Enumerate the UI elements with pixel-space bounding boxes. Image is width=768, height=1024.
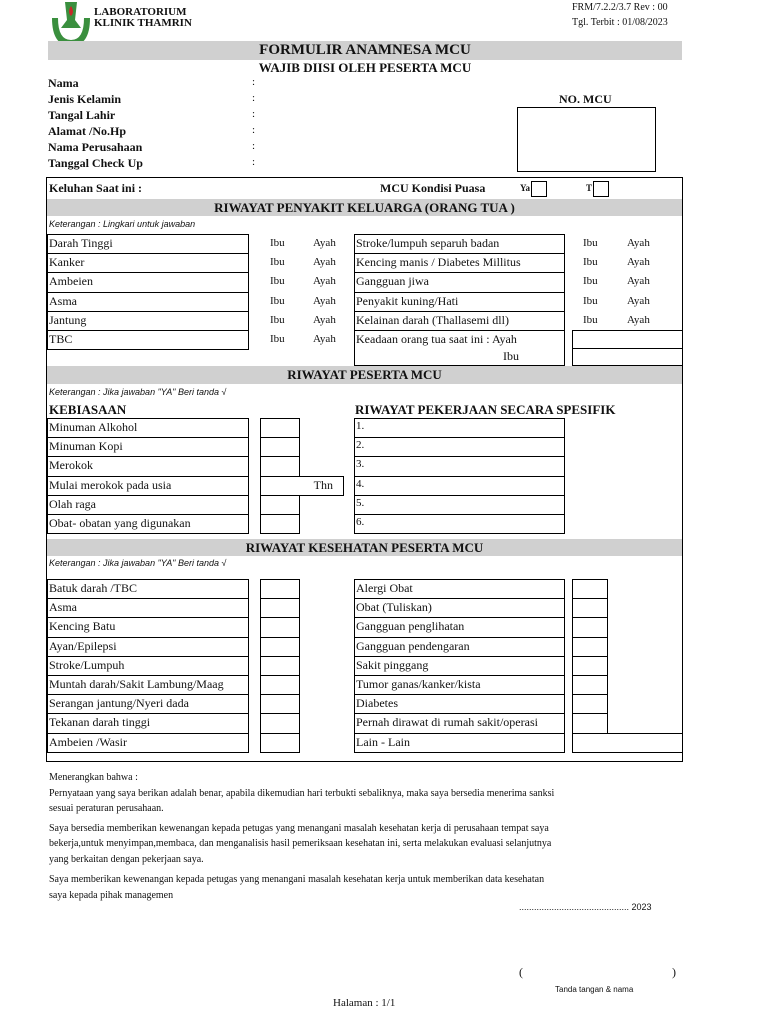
work-history-item[interactable] xyxy=(354,514,565,534)
habit-label: Merokok xyxy=(49,458,93,473)
family-left-item xyxy=(47,292,249,312)
health-right-item xyxy=(354,713,565,733)
health-left-item xyxy=(47,694,249,714)
identity-label: Nama Perusahaan xyxy=(48,140,143,154)
habit-item xyxy=(47,476,249,496)
work-history-item[interactable] xyxy=(354,437,565,457)
family-ayah-option[interactable]: Ayah xyxy=(627,256,650,269)
family-ibu-option[interactable]: Ibu xyxy=(270,256,285,269)
health-right-item xyxy=(354,694,565,714)
health-right-item xyxy=(354,637,565,657)
fasting-yes-label: Ya xyxy=(520,183,531,193)
parents-state-ibu: Ibu xyxy=(503,349,519,363)
health-left-label: Asma xyxy=(49,600,77,615)
health-check-box[interactable] xyxy=(260,694,300,714)
family-ibu-option[interactable]: Ibu xyxy=(583,275,598,288)
health-right-item xyxy=(354,579,565,599)
issue-date: Tgl. Terbit : 01/08/2023 xyxy=(572,17,668,28)
health-check-box[interactable] xyxy=(260,617,300,637)
identity-colon: : xyxy=(252,156,256,168)
health-left-label: Batuk darah /TBC xyxy=(49,581,137,595)
family-ayah-option[interactable]: Ayah xyxy=(313,333,336,345)
page-number: Halaman : 1/1 xyxy=(333,997,396,1009)
family-ayah-option[interactable]: Ayah xyxy=(627,294,650,307)
family-left-label: Asma xyxy=(49,293,77,308)
document-code: FRM/7.2.2/3.7 Rev : 00 xyxy=(572,2,668,13)
habit-check-box[interactable] xyxy=(260,418,300,438)
habit-label: Olah raga xyxy=(49,496,96,511)
family-left-label: TBC xyxy=(49,332,73,346)
health-check-box[interactable] xyxy=(260,598,300,618)
identity-colon: : xyxy=(252,140,256,152)
statement-p2-line2: bekerja,untuk menyimpan,membaca, dan menganalisis hasil pemeriksaan kesehatan ini, serta melakukan evaluasi selanjutnya xyxy=(49,838,552,849)
statement-intro: Menerangkan bahwa : xyxy=(49,772,138,783)
family-right-item xyxy=(354,311,565,331)
health-right-label: Gangguan pendengaran xyxy=(356,638,470,653)
habit-label: Mulai merokok pada usia xyxy=(49,477,172,492)
work-history-item[interactable] xyxy=(354,495,565,515)
work-history-number: 6. xyxy=(356,516,365,528)
health-check-box[interactable] xyxy=(260,637,300,657)
family-history-note: Keterangan : Lingkari untuk jawaban xyxy=(49,219,196,229)
health-left-label: Ayan/Epilepsi xyxy=(49,638,117,653)
identity-label: Alamat /No.Hp xyxy=(48,124,126,138)
habits-title: KEBIASAAN xyxy=(49,402,127,417)
identity-colon: : xyxy=(252,108,256,120)
health-right-item xyxy=(354,656,565,676)
fasting-no-box[interactable] xyxy=(593,181,609,197)
family-ibu-option[interactable]: Ibu xyxy=(583,294,598,307)
identity-value-field[interactable] xyxy=(262,76,502,91)
parents-state-label: Keadaan orang tua saat ini : Ayah xyxy=(356,332,517,346)
family-ibu-option[interactable]: Ibu xyxy=(583,237,598,249)
work-history-number: 1. xyxy=(356,420,365,432)
family-ibu-option[interactable]: Ibu xyxy=(270,275,285,288)
complaint-label: Keluhan Saat ini : xyxy=(49,181,143,195)
habit-item xyxy=(47,495,249,515)
identity-value-field[interactable] xyxy=(262,92,502,107)
signature-paren-close: ) xyxy=(672,965,676,979)
parents-state-cell xyxy=(354,330,565,366)
health-check-box[interactable] xyxy=(572,598,608,618)
health-left-label: Serangan jantung/Nyeri dada xyxy=(49,696,189,711)
health-left-item xyxy=(47,733,249,753)
family-right-item xyxy=(354,292,565,312)
health-check-box[interactable] xyxy=(572,637,608,657)
health-left-item xyxy=(47,637,249,657)
form-title: FORMULIR ANAMNESA MCU xyxy=(48,41,682,60)
family-left-label: Kanker xyxy=(49,255,85,270)
health-check-box[interactable] xyxy=(260,733,300,753)
family-ayah-option[interactable]: Ayah xyxy=(313,313,336,326)
health-left-item xyxy=(47,713,249,733)
signature-label: Tanda tangan & nama xyxy=(555,985,634,994)
habit-label: Obat- obatan yang digunakan xyxy=(49,516,191,530)
participant-history-note: Keterangan : Jika jawaban "YA" Beri tanda √ xyxy=(49,387,227,397)
identity-value-field[interactable] xyxy=(262,140,502,155)
health-check-box[interactable] xyxy=(572,733,683,753)
parents-state-ibu-field[interactable] xyxy=(572,348,683,366)
identity-label: Jenis Kelamin xyxy=(48,92,122,106)
identity-label: Nama xyxy=(48,76,79,90)
habit-check-box[interactable] xyxy=(260,437,300,457)
fasting-label: MCU Kondisi Puasa xyxy=(380,181,486,195)
parents-state-ayah-field[interactable] xyxy=(572,330,683,349)
health-left-item xyxy=(47,598,249,618)
family-ibu-option[interactable]: Ibu xyxy=(270,294,285,307)
health-right-label: Tumor ganas/kanker/kista xyxy=(356,677,481,691)
lab-name-line2: KLINIK THAMRIN xyxy=(94,17,192,29)
work-history-title: RIWAYAT PEKERJAAN SECARA SPESIFIK xyxy=(355,402,616,417)
family-left-item xyxy=(47,253,249,273)
health-right-label: Obat (Tuliskan) xyxy=(356,600,432,615)
health-right-label: Gangguan penglihatan xyxy=(356,619,465,634)
identity-colon: : xyxy=(252,76,256,88)
family-right-label: Kencing manis / Diabetes Millitus xyxy=(356,255,521,270)
identity-colon: : xyxy=(252,124,256,136)
health-right-label: Alergi Obat xyxy=(356,581,413,595)
health-left-label: Ambeien /Wasir xyxy=(49,734,128,749)
identity-label: Tanggal Check Up xyxy=(48,156,143,170)
work-history-number: 5. xyxy=(356,496,365,509)
family-right-label: Stroke/lumpuh separuh badan xyxy=(356,236,500,250)
work-history-item[interactable] xyxy=(354,476,565,496)
family-ayah-option[interactable]: Ayah xyxy=(627,313,650,326)
habit-check-box[interactable] xyxy=(260,495,300,515)
health-left-label: Kencing Batu xyxy=(49,619,116,634)
health-left-label: Tekanan darah tinggi xyxy=(49,715,151,730)
signature-paren-open: ( xyxy=(519,965,523,979)
health-right-item xyxy=(354,617,565,637)
years-unit: Thn xyxy=(313,477,333,492)
statement-p1-line1: Pernyataan yang saya berikan adalah benar, apabila dikemudian hari terbukti sebaliknya, maka saya bersedia menerima sanksi xyxy=(49,788,555,799)
family-left-item xyxy=(47,330,249,350)
family-ibu-option[interactable]: Ibu xyxy=(583,256,598,269)
identity-value-field[interactable] xyxy=(262,124,502,139)
health-left-item xyxy=(47,579,249,599)
health-check-box[interactable] xyxy=(572,656,608,676)
health-check-box[interactable] xyxy=(572,579,608,599)
family-right-label: Gangguan jiwa xyxy=(356,274,429,289)
family-left-label: Jantung xyxy=(49,312,87,327)
statement-p3-line2: saya kepada pihak managemen xyxy=(49,890,174,901)
habit-check-box[interactable] xyxy=(260,456,300,476)
family-right-label: Penyakit kuning/Hati xyxy=(356,293,459,308)
health-check-box[interactable] xyxy=(572,694,608,714)
work-history-number: 3. xyxy=(356,458,365,471)
health-left-item xyxy=(47,675,249,695)
family-left-label: Ambeien xyxy=(49,274,93,289)
statement-p2-line3: yang berkaitan dengan pekerjaan saya. xyxy=(49,854,204,865)
health-right-item xyxy=(354,598,565,618)
family-left-item xyxy=(47,234,249,254)
family-ibu-option[interactable]: Ibu xyxy=(583,313,598,326)
health-right-label: Diabetes xyxy=(356,696,398,711)
health-check-box[interactable] xyxy=(260,713,300,733)
work-history-item[interactable] xyxy=(354,418,565,438)
health-right-label: Pernah dirawat di rumah sakit/operasi xyxy=(356,715,538,730)
fasting-no-label: T xyxy=(586,183,593,193)
habit-item xyxy=(47,418,249,438)
lab-name-line1: LABORATORIUM xyxy=(94,6,187,18)
family-ayah-option[interactable]: Ayah xyxy=(313,275,336,288)
statement-p3-line1: Saya memberikan kewenangan kepada petugas yang menangani masalah kesehatan kerja untuk memberikan data kesehatan xyxy=(49,874,545,885)
health-check-box[interactable] xyxy=(260,579,300,599)
habit-label: Minuman Alkohol xyxy=(49,420,138,434)
habit-item xyxy=(47,437,249,457)
no-mcu-label: NO. MCU xyxy=(559,92,612,106)
health-left-item xyxy=(47,656,249,676)
work-history-item[interactable] xyxy=(354,456,565,476)
statement-p2-line1: Saya bersedia memberikan kewenangan kepada petugas yang menangani masalah kesehatan kerja di perusahaan tempat saya xyxy=(49,823,549,834)
health-check-box[interactable] xyxy=(572,713,608,733)
family-right-item xyxy=(354,272,565,292)
identity-label: Tangal Lahir xyxy=(48,108,116,122)
health-right-label: Sakit pinggang xyxy=(356,657,429,672)
family-history-heading: RIWAYAT PENYAKIT KELUARGA (ORANG TUA ) xyxy=(47,199,682,216)
statement-p1-line2: sesuai peraturan perusahaan. xyxy=(49,803,164,814)
family-ibu-option[interactable]: Ibu xyxy=(270,237,285,249)
family-right-item xyxy=(354,234,565,254)
family-left-item xyxy=(47,272,249,292)
identity-value-field[interactable] xyxy=(262,108,502,123)
health-right-label: Lain - Lain xyxy=(356,734,410,749)
habit-item xyxy=(47,456,249,476)
no-mcu-box[interactable] xyxy=(517,107,656,172)
family-ayah-option[interactable]: Ayah xyxy=(313,256,336,269)
family-ibu-option[interactable]: Ibu xyxy=(270,313,285,326)
family-ayah-option[interactable]: Ayah xyxy=(627,237,650,249)
health-right-item xyxy=(354,733,565,753)
smoking-age-field[interactable] xyxy=(260,476,344,496)
family-right-label: Kelainan darah (Thallasemi dll) xyxy=(356,312,509,327)
health-check-box[interactable] xyxy=(260,656,300,676)
form-subtitle: WAJIB DIISI OLEH PESERTA MCU xyxy=(258,60,472,75)
health-check-box[interactable] xyxy=(572,675,608,695)
fasting-yes-box[interactable] xyxy=(531,181,547,197)
health-left-label: Muntah darah/Sakit Lambung/Maag xyxy=(49,677,224,691)
work-history-number: 4. xyxy=(356,477,365,490)
habit-label: Minuman Kopi xyxy=(49,439,123,454)
signature-date-line[interactable]: ............................................ 2023 xyxy=(519,902,652,912)
health-history-heading: RIWAYAT KESEHATAN PESERTA MCU xyxy=(47,539,682,556)
health-check-box[interactable] xyxy=(260,675,300,695)
health-right-item xyxy=(354,675,565,695)
family-ayah-option[interactable]: Ayah xyxy=(313,237,336,249)
health-check-box[interactable] xyxy=(572,617,608,637)
family-ayah-option[interactable]: Ayah xyxy=(313,294,336,307)
family-ayah-option[interactable]: Ayah xyxy=(627,275,650,288)
participant-history-heading: RIWAYAT PESERTA MCU xyxy=(47,366,682,384)
family-right-item xyxy=(354,253,565,273)
work-history-number: 2. xyxy=(356,439,365,452)
identity-value-field[interactable] xyxy=(262,156,502,171)
family-left-item xyxy=(47,311,249,331)
health-left-item xyxy=(47,617,249,637)
health-history-note: Keterangan : Jika jawaban "YA" Beri tanda √ xyxy=(49,558,227,568)
family-ibu-option[interactable]: Ibu xyxy=(270,333,285,345)
health-left-label: Stroke/Lumpuh xyxy=(49,657,125,672)
family-left-label: Darah Tinggi xyxy=(49,236,113,250)
identity-colon: : xyxy=(252,92,256,104)
habit-check-box[interactable] xyxy=(260,514,300,534)
habit-item xyxy=(47,514,249,534)
